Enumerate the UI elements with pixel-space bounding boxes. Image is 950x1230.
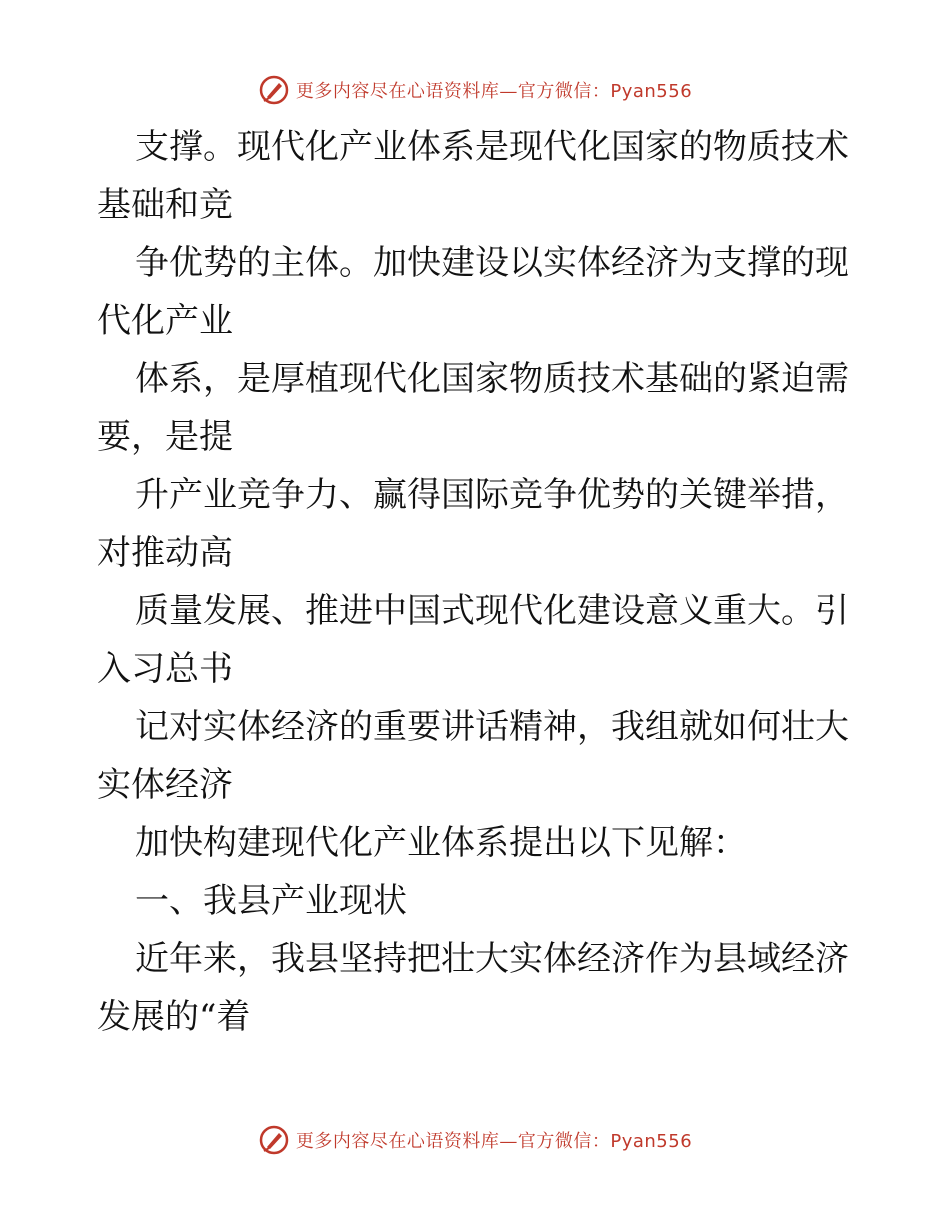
text-line: 争优势的主体。加快建设以实体经济为支撑的现 [135,243,849,283]
text-line: 质量发展、推进中国式现代化建设意义重大。引 [135,591,849,631]
document-body [97,118,857,1046]
text-line: 实体经济 [97,765,233,805]
text-line: 加快构建现代化产业体系提出以下见解： [135,823,747,863]
text-line: 代化产业 [97,301,233,341]
text-line: 记对实体经济的重要讲话精神，我组就如何壮大 [135,707,849,747]
text-line: 体系，是厚植现代化国家物质技术基础的紧迫需 [135,359,849,399]
text-line: 入习总书 [97,649,233,689]
text-line: 对推动高 [97,533,233,573]
text-line: 一、我县产业现状 [135,881,407,921]
text-line: 发展的“着 [97,997,251,1037]
text-line: 要，是提 [97,417,233,457]
watermark-text: 更多内容尽在心语资料库—官方微信：Pyan556 [295,1131,693,1152]
quill-logo-icon [258,1124,290,1156]
footer-watermark [0,1120,950,1160]
text-line: 基础和竞 [97,185,233,225]
header-watermark [0,70,950,110]
text-line: 近年来，我县坚持把壮大实体经济作为县域经济 [135,939,849,979]
text-line: 支撑。现代化产业体系是现代化国家的物质技术 [135,127,849,167]
watermark-text: 更多内容尽在心语资料库—官方微信：Pyan556 [295,81,693,102]
text-line: 升产业竞争力、赢得国际竞争优势的关键举措， [135,475,849,515]
watermark-inner [258,1124,692,1156]
watermark-inner [258,74,692,106]
quill-logo-icon [258,74,290,106]
